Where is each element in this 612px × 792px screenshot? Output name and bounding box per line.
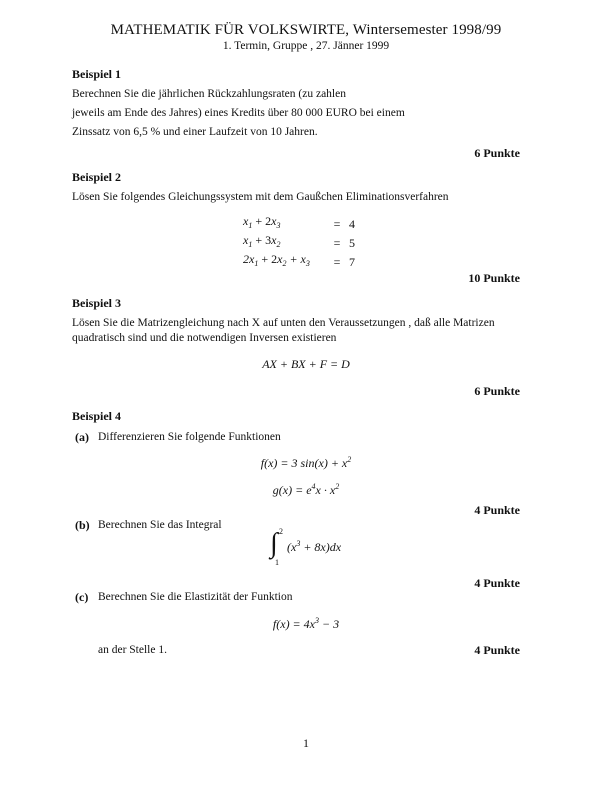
equation-row: $x_1 + 2x_3$ = 4 xyxy=(243,214,355,231)
beispiel-4-heading: Beispiel 4 xyxy=(72,409,122,423)
part-b-points: 4 Punkte xyxy=(474,576,520,590)
function-g-equation: $g(x) = e^4x \cdot x^2$ xyxy=(272,482,340,497)
part-c-tail: an der Stelle 1. xyxy=(98,644,167,656)
matrix-equation: AX + BX + F = D xyxy=(262,357,350,371)
beispiel-2-points: 10 Punkte xyxy=(468,271,520,285)
part-c-text: Berechnen Sie die Elastizität der Funktion xyxy=(98,591,293,603)
beispiel-1-line-2: jeweils am Ende des Jahres) eines Kredits über 80 000 EURO bei einem xyxy=(72,107,405,119)
equation-system xyxy=(243,214,369,271)
integrand: $(x^3 + 8x)dx$ xyxy=(287,539,342,554)
beispiel-1-line-1: Berechnen Sie die jährlichen Rückzahlungsraten (zu zahlen xyxy=(72,88,346,100)
beispiel-3-heading: Beispiel 3 xyxy=(72,296,122,310)
part-a-text: Differenzieren Sie folgende Funktionen xyxy=(98,431,281,443)
part-c-points: 4 Punkte xyxy=(474,643,520,657)
page-subtitle: 1. Termin, Gruppe , 27. Jänner 1999 xyxy=(222,40,390,52)
beispiel-3-line-2: quadratisch sind und die notwendigen Inversen existieren xyxy=(72,332,337,344)
integral-upper-bound: 2 xyxy=(279,527,283,536)
beispiel-1-points: 6 Punkte xyxy=(474,146,520,160)
equation-row: $x_1 + 3x_2$ = 5 xyxy=(243,233,355,250)
beispiel-3-line-1: Lösen Sie die Matrizengleichung nach X auf unten den Veraussetzungen , daß alle Matrizen xyxy=(72,317,495,329)
beispiel-1-heading: Beispiel 1 xyxy=(72,67,122,81)
page-title: MATHEMATIK FÜR VOLKSWIRTE, Wintersemester 1998/99 xyxy=(110,22,502,38)
beispiel-2-text: Lösen Sie folgendes Gleichungssystem mit dem Gaußchen Eliminationsverfahren xyxy=(72,191,449,203)
part-c-label: (c) xyxy=(75,590,89,604)
beispiel-2-heading: Beispiel 2 xyxy=(72,170,122,184)
part-b-text: Berechnen Sie das Integral xyxy=(98,519,222,531)
part-a-label: (a) xyxy=(75,430,89,444)
beispiel-1-line-3: Zinssatz von 6,5 % und einer Laufzeit von 10 Jahren. xyxy=(72,126,318,138)
integral-sign-icon: ∫ xyxy=(270,528,278,559)
function-f-equation: f(x) = 3 $\sin(x) + x^2$ xyxy=(260,455,352,470)
beispiel-3-points: 6 Punkte xyxy=(474,384,520,398)
function-elasticity-equation: $f(x) = 4x^3 - 3$ xyxy=(272,616,340,631)
equation-row: $2x_1 + 2x_2 + x_3$ = 7 xyxy=(243,252,355,269)
part-a-points: 4 Punkte xyxy=(474,503,520,517)
integral-lower-bound: 1 xyxy=(275,558,279,567)
page-number: 1 xyxy=(303,736,309,750)
part-b-label: (b) xyxy=(75,518,90,532)
